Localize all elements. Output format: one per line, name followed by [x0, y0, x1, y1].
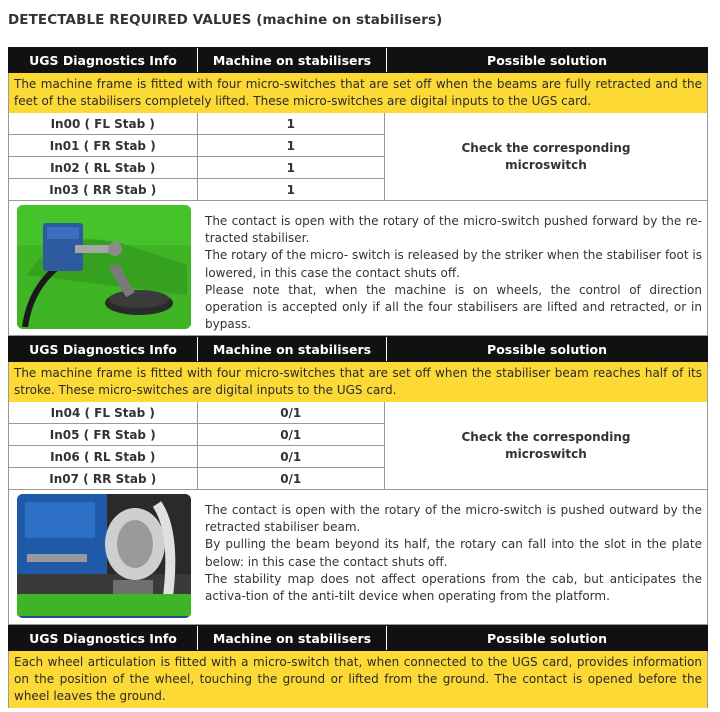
table-header — [8, 625, 708, 651]
description-paragraph: By pulling the beam beyond its half, the rotary can fall into the slot in the plate below: in this case the contact shuts off. — [205, 537, 702, 569]
microswitch-photo — [17, 205, 191, 329]
table-row — [9, 424, 385, 446]
header-machine-state: Machine on stabilisers — [198, 337, 387, 361]
description-block — [8, 201, 708, 336]
description-text — [197, 490, 707, 624]
microswitch-image — [17, 494, 191, 616]
table-header — [8, 336, 708, 362]
page-title: DETECTABLE REQUIRED VALUES (machine on stabilisers) — [8, 12, 443, 28]
diagnostics-document — [8, 47, 708, 708]
description-paragraph: The contact is open with the rotary of the micro-switch is pushed outward by the retracted stabiliser beam. — [205, 503, 702, 535]
input-name: In02 ( RL Stab ) — [9, 157, 198, 178]
section-wheel-articulation — [8, 625, 708, 708]
section-note: Each wheel articulation is fitted with a micro-switch that, when connected to the UGS card, provides information on the position of the wheel, touching the ground or lifted from the ground. The contact is opened before the wheel leaves the ground. — [8, 651, 708, 708]
input-value: 1 — [198, 135, 386, 156]
input-value: 0/1 — [198, 402, 386, 423]
table-header — [8, 47, 708, 73]
header-machine-state: Machine on stabilisers — [198, 48, 387, 72]
header-solution: Possible solution — [487, 341, 607, 357]
header-machine-state: Machine on stabilisers — [198, 626, 387, 650]
description-paragraph: The contact is open with the rotary of the micro-switch pushed forward by the re-tracted stabiliser. — [205, 214, 702, 246]
header-ugs-info: UGS Diagnostics Info — [9, 337, 198, 361]
section-stab-half-stroke — [8, 336, 708, 625]
header-solution: Possible solution — [487, 630, 607, 646]
section-note: The machine frame is fitted with four micro-switches that are set off when the stabiliser beam reaches half of its stroke. These micro-switches are digital inputs to the UGS card. — [8, 362, 708, 402]
input-name: In01 ( FR Stab ) — [9, 135, 198, 156]
input-value: 1 — [198, 157, 386, 178]
input-name: In03 ( RR Stab ) — [9, 179, 198, 200]
table-row — [9, 113, 385, 135]
input-name: In04 ( FL Stab ) — [9, 402, 198, 423]
input-name: In05 ( FR Stab ) — [9, 424, 198, 445]
table-row — [9, 179, 385, 200]
section-note: The machine frame is fitted with four micro-switches that are set off when the beams are fully retracted and the feet of the stabilisers completely lifted. These micro-switches are digital inputs to the UGS card. — [8, 73, 708, 113]
input-table — [8, 113, 708, 201]
input-name: In00 ( FL Stab ) — [9, 113, 198, 134]
microswitch-photo — [17, 494, 191, 618]
input-name: In07 ( RR Stab ) — [9, 468, 198, 489]
table-row — [9, 402, 385, 424]
input-value: 0/1 — [198, 424, 386, 445]
solution-text: Check the corresponding microswitch — [461, 429, 631, 461]
input-value: 1 — [198, 113, 386, 134]
description-block — [8, 490, 708, 625]
description-paragraph: The stability map does not affect operations from the cab, but anticipates the activa-tion of the anti-tilt device when operating from the platform. — [205, 571, 702, 604]
header-solution: Possible solution — [487, 52, 607, 68]
microswitch-image — [17, 205, 191, 327]
input-table — [8, 402, 708, 490]
solution-text: Check the corresponding microswitch — [461, 140, 631, 172]
table-row — [9, 468, 385, 489]
description-text — [197, 201, 707, 335]
table-row — [9, 135, 385, 157]
description-paragraph: The rotary of the micro- switch is released by the striker when the stabiliser foot is lowered, in this case the contact shuts off. — [205, 248, 702, 280]
input-value: 1 — [198, 179, 386, 200]
header-ugs-info: UGS Diagnostics Info — [9, 626, 198, 650]
header-ugs-info: UGS Diagnostics Info — [9, 48, 198, 72]
table-row — [9, 446, 385, 468]
section-stab-retracted — [8, 47, 708, 336]
table-row — [9, 157, 385, 179]
input-value: 0/1 — [198, 446, 386, 467]
input-value: 0/1 — [198, 468, 386, 489]
description-paragraph: Please note that, when the machine is on wheels, the control of direction operation is accepted only if all the four stabilisers are lifted and retracted, or in bypass. — [205, 282, 702, 332]
input-name: In06 ( RL Stab ) — [9, 446, 198, 467]
